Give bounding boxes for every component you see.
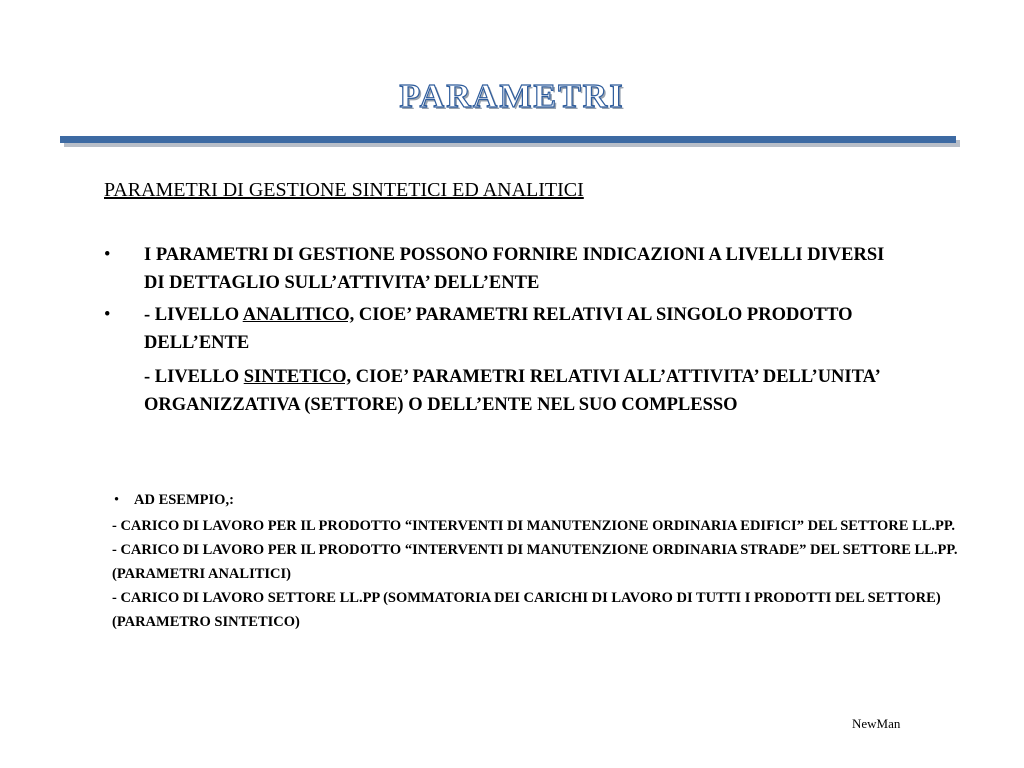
bullet-text <box>144 301 904 357</box>
sintetico-paragraph <box>104 363 904 419</box>
example-line: (PARAMETRO SINTETICO) <box>112 614 300 630</box>
paragraph-suffix: CIOE’ PARAMETRI RELATIVI ALL’ATTIVITA’ DELL’UNITA’ ORGANIZZATIVA (SETTORE) O DELL’ENTE NEL SUO COMPLESSO <box>144 367 880 415</box>
example-label: AD ESEMPIO,: <box>134 492 234 508</box>
bullet-icon: • <box>104 245 111 265</box>
example-line: - CARICO DI LAVORO SETTORE LL.PP (SOMMATORIA DEI CARICHI DI LAVORO DI TUTTI I PRODOTTI DEL SETTORE) <box>112 590 941 606</box>
bullet-text: I PARAMETRI DI GESTIONE POSSONO FORNIRE INDICAZIONI A LIVELLI DIVERSI DI DETTAGLIO SULL’ATTIVITA’ DELL’ENTE <box>144 245 885 293</box>
bullet-text-underlined: ANALITICO, <box>242 305 355 325</box>
example-block <box>112 490 982 636</box>
footer-label: NewMan <box>852 716 901 731</box>
paragraph-prefix: - LIVELLO <box>144 367 244 387</box>
main-bullet-list <box>104 241 904 419</box>
example-line: - CARICO DI LAVORO PER IL PRODOTTO “INTERVENTI DI MANUTENZIONE ORDINARIA STRADE” DEL SETTORE LL.PP. <box>112 542 958 558</box>
example-line: (PARAMETRI ANALITICI) <box>112 566 291 582</box>
title-rule <box>60 136 956 143</box>
bullet-item-2 <box>104 301 904 357</box>
bullet-icon: • <box>114 492 120 508</box>
section-heading: PARAMETRI DI GESTIONE SINTETICI ED ANALITICI <box>104 179 584 201</box>
bullet-item-1 <box>104 241 904 297</box>
example-line: - CARICO DI LAVORO PER IL PRODOTTO “INTERVENTI DI MANUTENZIONE ORDINARIA EDIFICI” DEL SETTORE LL.PP. <box>112 518 956 534</box>
bullet-text-suffix: CIOE’ PARAMETRI RELATIVI AL SINGOLO PRODOTTO DELL’ENTE <box>144 305 853 353</box>
bullet-icon: • <box>104 305 111 325</box>
paragraph-underlined: SINTETICO, <box>243 367 352 387</box>
bullet-text-prefix: - LIVELLO <box>144 305 243 325</box>
slide-title: PARAMETRI <box>399 78 625 115</box>
example-label-row <box>112 490 982 510</box>
